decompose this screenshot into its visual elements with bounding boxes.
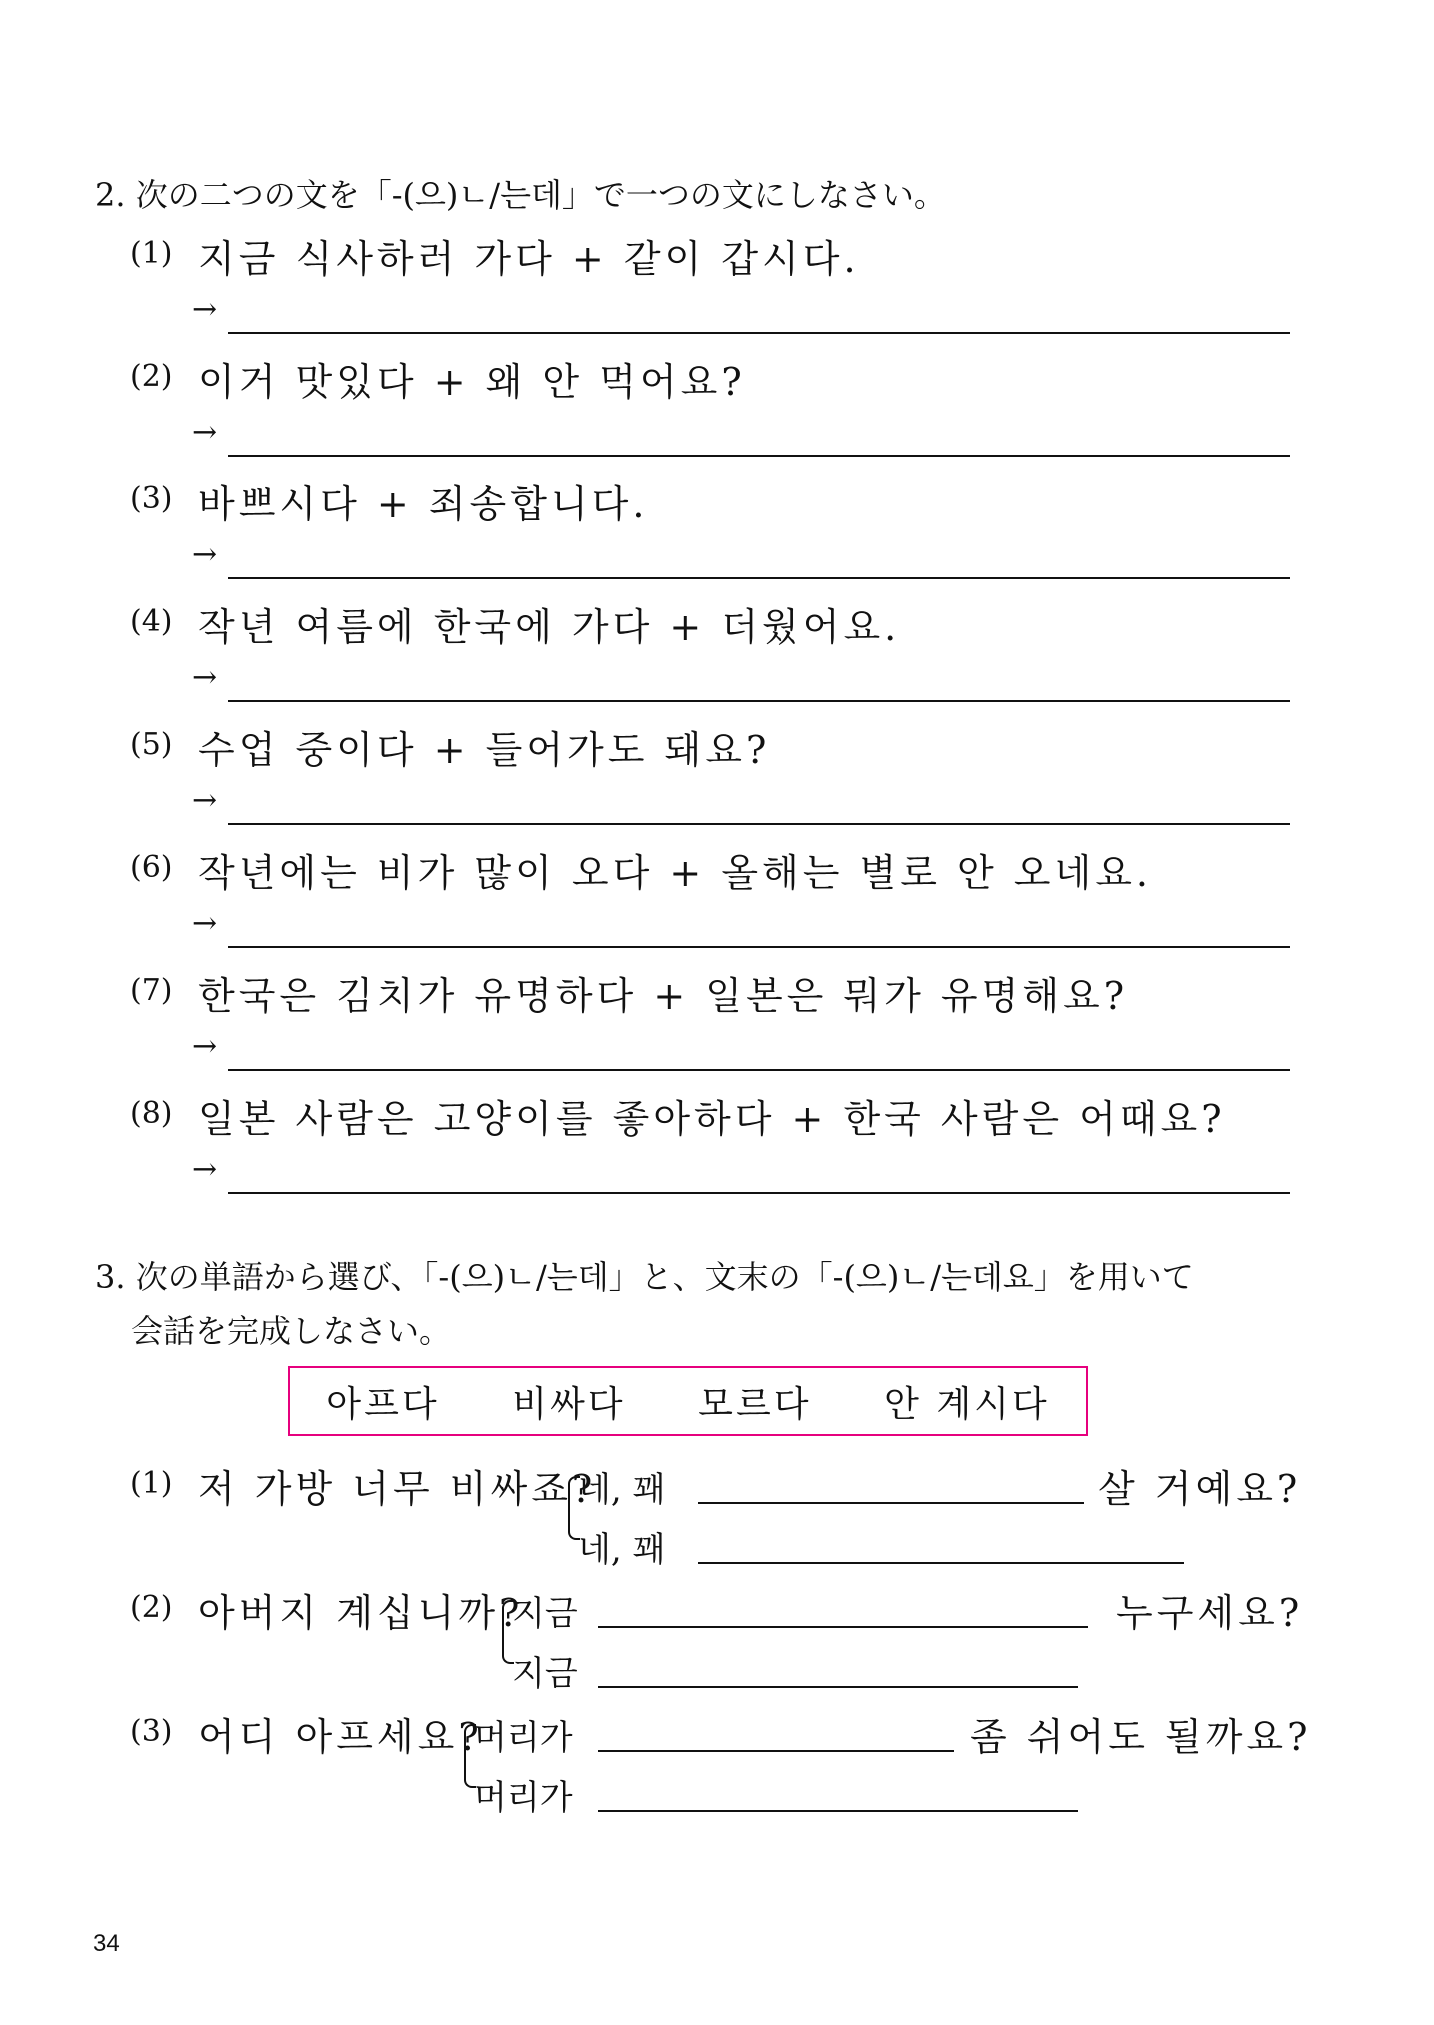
exercise-item	[130, 604, 1290, 714]
section3-title	[95, 1250, 1295, 1358]
exercise-item	[130, 359, 1290, 469]
conversation-item	[130, 1466, 1302, 1586]
conversation-item	[130, 1590, 1304, 1710]
exercise-item	[130, 481, 1290, 591]
section3-title-line1: 3. 次の単語から選び、「-(으)ㄴ/는데」と、文末の「-(으)ㄴ/는데요」を用いて	[95, 1258, 1194, 1296]
answer-lead: 머리가	[474, 1778, 573, 1818]
answer-line[interactable]	[228, 1192, 1290, 1194]
arrow-icon: →	[192, 1152, 218, 1187]
word-choice: 안 계시다	[884, 1383, 1050, 1425]
word-choice-box	[288, 1366, 1088, 1436]
exercise-item	[130, 1096, 1290, 1206]
answer-line[interactable]	[228, 577, 1290, 579]
answer-blank[interactable]	[698, 1502, 1084, 1504]
item-number: (4)	[130, 604, 173, 639]
item-prompt: 한국은 김치가 유명하다 + 일본은 뭐가 유명해요?	[198, 974, 1129, 1018]
item-prompt: 수업 중이다 + 들어가도 돼요?	[198, 728, 771, 772]
section3-title-line2: 会話を完成しなさい。	[131, 1312, 452, 1350]
item-number: (3)	[130, 1714, 173, 1749]
arrow-icon: →	[192, 1029, 218, 1064]
answer-line[interactable]	[228, 823, 1290, 825]
word-choice: 아프다	[326, 1383, 440, 1425]
item-number: (6)	[130, 850, 173, 885]
answer-lead: 네, 꽤	[578, 1470, 666, 1510]
page-number: 34	[93, 1930, 120, 1957]
item-number: (7)	[130, 973, 173, 1008]
answer-lead: 지금	[512, 1594, 578, 1634]
conversation-item	[130, 1714, 1312, 1834]
answer-line[interactable]	[228, 455, 1290, 457]
answer-blank[interactable]	[598, 1686, 1078, 1688]
arrow-icon: →	[192, 415, 218, 450]
exercise-item	[130, 973, 1290, 1083]
item-prompt: 지금 식사하러 가다 + 같이 갑시다.	[198, 237, 860, 281]
answer-blank[interactable]	[698, 1562, 1184, 1564]
item-number: (3)	[130, 481, 173, 516]
answer-line[interactable]	[228, 946, 1290, 948]
item-number: (5)	[130, 727, 173, 762]
arrow-icon: →	[192, 906, 218, 941]
answer-tail: 좀 쉬어도 될까요?	[970, 1715, 1312, 1759]
answer-lead: 머리가	[474, 1718, 573, 1758]
arrow-icon: →	[192, 660, 218, 695]
arrow-icon: →	[192, 783, 218, 818]
answer-tail: 누구세요?	[1116, 1591, 1304, 1635]
arrow-icon: →	[192, 292, 218, 327]
item-prompt: 작년에는 비가 많이 오다 + 올해는 별로 안 오네요.	[198, 851, 1153, 895]
answer-tail: 살 거예요?	[1098, 1467, 1302, 1511]
arrow-icon: →	[192, 537, 218, 572]
item-number: (1)	[130, 1466, 173, 1501]
word-choice: 비싸다	[512, 1383, 626, 1425]
item-number: (2)	[130, 1590, 173, 1625]
item-prompt: 이거 맛있다 + 왜 안 먹어요?	[198, 360, 746, 404]
item-prompt: 일본 사람은 고양이를 좋아하다 + 한국 사람은 어때요?	[198, 1097, 1226, 1141]
word-choice: 모르다	[698, 1383, 812, 1425]
answer-line[interactable]	[228, 332, 1290, 334]
item-prompt: 작년 여름에 한국에 가다 + 더웠어요.	[198, 605, 901, 649]
answer-blank[interactable]	[598, 1626, 1088, 1628]
item-number: (1)	[130, 236, 173, 271]
answer-line[interactable]	[228, 1069, 1290, 1071]
item-number: (2)	[130, 359, 173, 394]
exercise-item	[130, 236, 1290, 346]
answer-blank[interactable]	[598, 1810, 1078, 1812]
answer-blank[interactable]	[598, 1750, 954, 1752]
item-prompt: 바쁘시다 + 죄송합니다.	[198, 482, 649, 526]
answer-lead: 네, 꽤	[578, 1530, 666, 1570]
conversation-question: 어디 아프세요?	[198, 1715, 483, 1759]
conversation-question: 아버지 계십니까?	[198, 1591, 524, 1635]
answer-line[interactable]	[228, 700, 1290, 702]
exercise-item	[130, 727, 1290, 837]
section2-title: 2. 次の二つの文を「-(으)ㄴ/는데」で一つの文にしなさい。	[95, 176, 946, 214]
answer-lead: 지금	[512, 1654, 578, 1694]
conversation-question: 저 가방 너무 비싸죠?	[198, 1467, 597, 1511]
item-number: (8)	[130, 1096, 173, 1131]
exercise-item	[130, 850, 1290, 960]
